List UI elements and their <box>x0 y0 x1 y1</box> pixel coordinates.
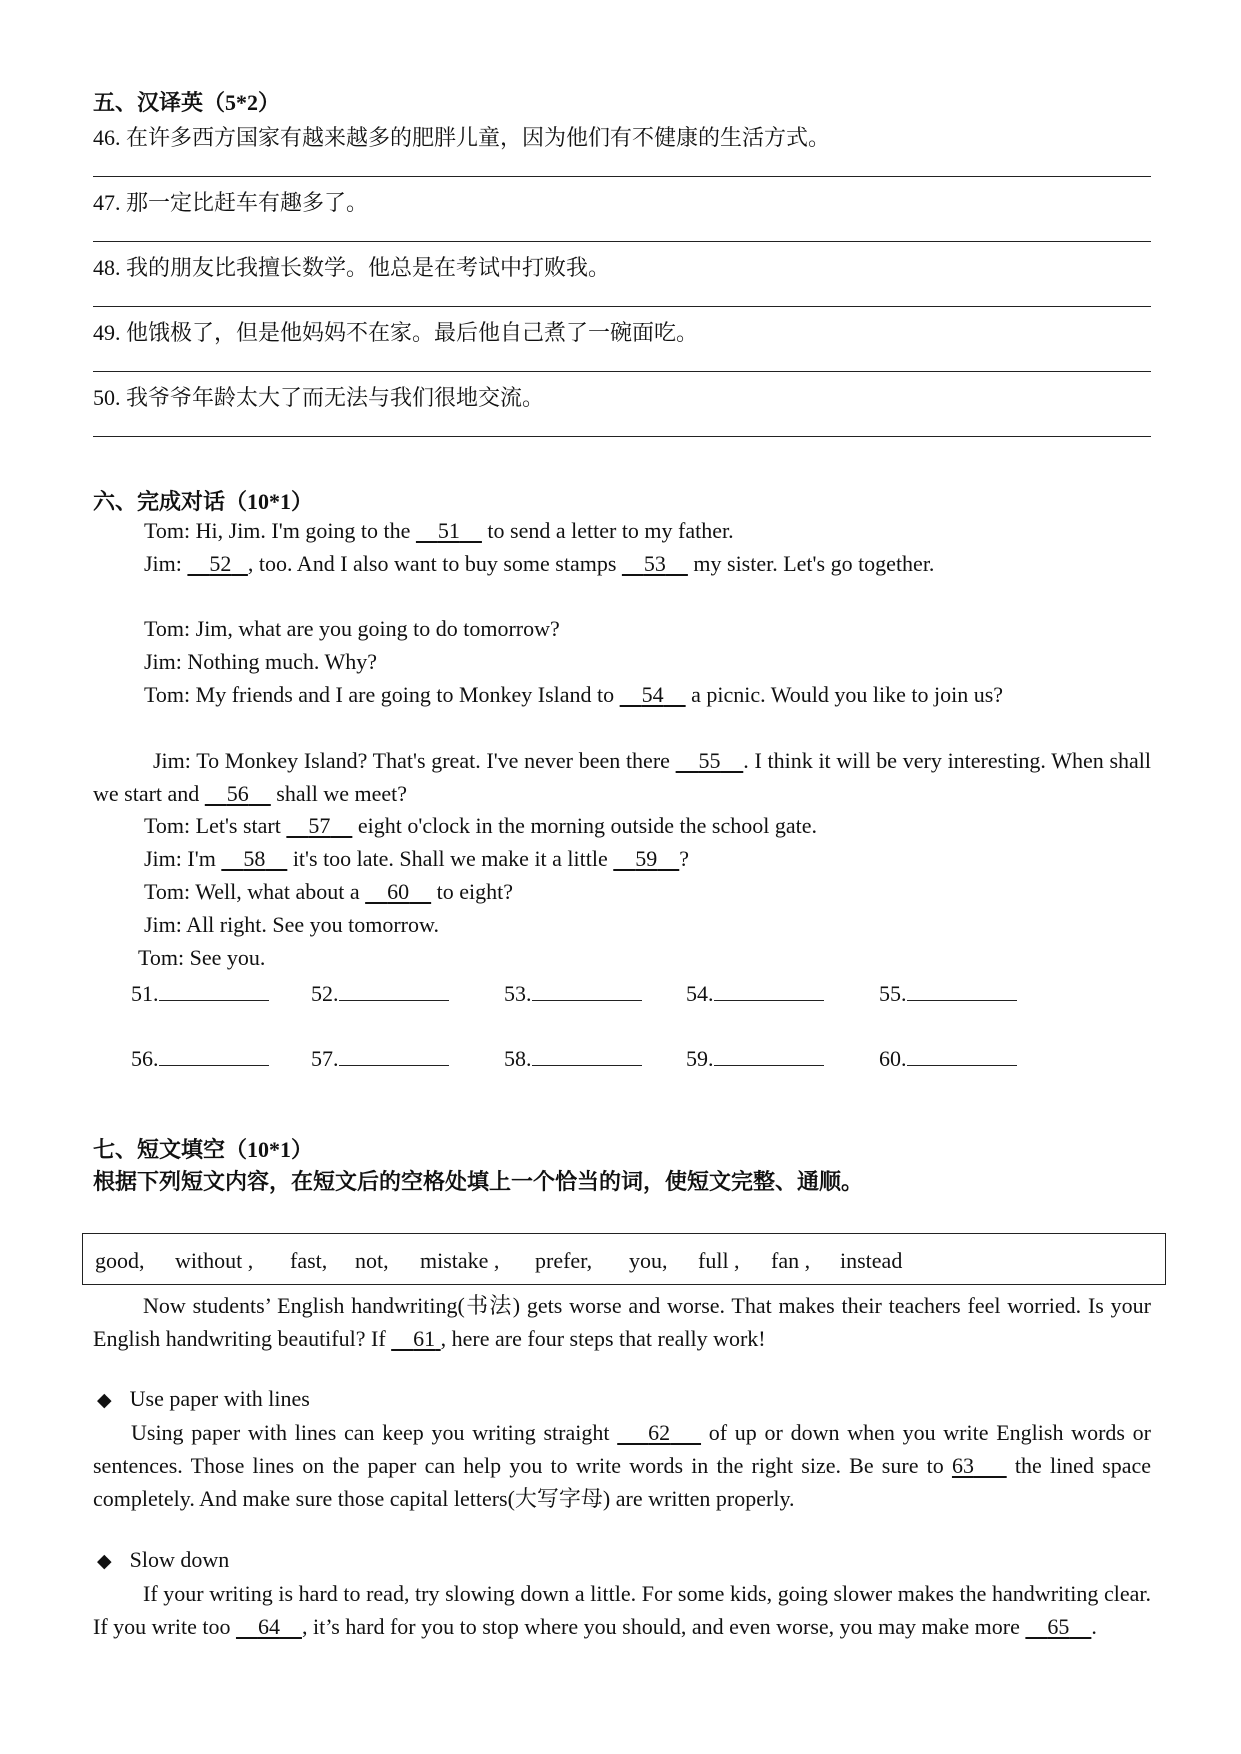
word-bank-item: fast, <box>290 1248 328 1273</box>
word-bank-item: not, <box>355 1248 389 1273</box>
answer-52[interactable]: 52. <box>311 978 449 1007</box>
diamond-bullet-icon: ◆ <box>97 1551 112 1572</box>
answer-line-50[interactable] <box>93 436 1151 437</box>
answer-55[interactable]: 55. <box>879 978 1017 1007</box>
dialogue-line-5: Tom: My friends and I are going to Monkey Island to 54 a picnic. Would you like to join us? <box>144 682 1004 707</box>
dialogue-line-6: Jim: To Monkey Island? That's great. I've never been there 55 . I think it will be very interesting. When shall we start and 56 shall we meet? <box>93 748 1152 806</box>
dialogue-line-8: Jim: I'm 58 it's too late. Shall we make it a little 59 ? <box>144 846 690 871</box>
section-5-heading: 五、汉译英（5*2） <box>93 90 281 115</box>
word-bank-item: fan , <box>771 1248 811 1273</box>
blank-62[interactable]: 62 <box>648 1420 671 1445</box>
dialogue-line-3: Tom: Jim, what are you going to do tomorrow? <box>144 616 560 641</box>
step-2-heading: ◆ Slow down <box>97 1547 230 1572</box>
section-7-heading: 七、短文填空（10*1） <box>93 1137 314 1162</box>
blank-60[interactable]: 60 <box>387 879 410 904</box>
passage-step-2: If your writing is hard to read, try slowing down a little. For some kids, going slower makes the handwriting clear. If you write too 64 , it’s hard for you to stop where you should, and even worse, you may make more 65 . <box>93 1581 1151 1639</box>
step-1-heading: ◆ Use paper with lines <box>97 1386 310 1411</box>
answer-60[interactable]: 60. <box>879 1043 1017 1072</box>
dialogue-line-9: Tom: Well, what about a 60 to eight? <box>144 879 514 904</box>
dialogue-line-2: Jim: 52 , too. And I also want to buy some stamps 53 my sister. Let's go together. <box>144 551 935 576</box>
blank-56[interactable]: 56 <box>226 781 249 806</box>
dialogue-line-1: Tom: Hi, Jim. I'm going to the 51 to send a letter to my father. <box>144 518 734 543</box>
dialogue-line-11: Tom: See you. <box>138 945 266 970</box>
passage-intro: Now students’ English handwriting(书法) gets worse and worse. That makes their teachers feel worried. Is your English handwriting beautiful? If 61 , here are four steps that really work! <box>93 1293 1151 1351</box>
answer-53[interactable]: 53. <box>504 978 642 1007</box>
dialogue-line-4: Jim: Nothing much. Why? <box>144 649 378 674</box>
answer-line-47[interactable] <box>93 241 1151 242</box>
question-48: 48. 我的朋友比我擅长数学。他总是在考试中打败我。 <box>93 255 611 280</box>
question-47: 47. 那一定比赶车有趣多了。 <box>93 190 369 215</box>
word-bank <box>82 1233 1166 1285</box>
answer-58[interactable]: 58. <box>504 1043 642 1072</box>
word-bank-item: prefer, <box>535 1248 593 1273</box>
question-46: 46. 在许多西方国家有越来越多的肥胖儿童，因为他们有不健康的生活方式。 <box>93 125 831 150</box>
word-bank-item: without , <box>175 1248 254 1273</box>
blank-58[interactable]: 58 <box>243 846 266 871</box>
dialogue-line-7: Tom: Let's start 57 eight o'clock in the morning outside the school gate. <box>144 813 818 838</box>
answer-line-46[interactable] <box>93 176 1151 177</box>
word-bank-item: good, <box>95 1248 145 1273</box>
dialogue-line-10: Jim: All right. See you tomorrow. <box>144 912 439 937</box>
section-6-heading: 六、完成对话（10*1） <box>93 489 314 514</box>
blank-55[interactable]: 55 <box>698 748 721 773</box>
word-bank-item: instead <box>840 1248 903 1273</box>
answer-line-49[interactable] <box>93 371 1151 372</box>
answer-59[interactable]: 59. <box>686 1043 824 1072</box>
section-7-instruction: 根据下列短文内容，在短文后的空格处填上一个恰当的词，使短文完整、通顺。 <box>93 1169 864 1194</box>
blank-64[interactable]: 64 <box>257 1614 280 1639</box>
answer-line-48[interactable] <box>93 306 1151 307</box>
word-bank-item: full , <box>698 1248 740 1273</box>
blank-51[interactable]: 51 <box>437 518 460 543</box>
answer-56[interactable]: 56. <box>131 1043 269 1072</box>
passage-step-1: Using paper with lines can keep you writing straight 62 of up or down when you write English words or sentences. Those lines on the paper can help you to write words in the right size. Be sure to 63 the lined space completely. And make sure those capital letters(大写字母) are written properly. <box>93 1420 1152 1511</box>
answer-57[interactable]: 57. <box>311 1043 449 1072</box>
answer-51[interactable]: 51. <box>131 978 269 1007</box>
question-50: 50. 我爷爷年龄太大了而无法与我们很地交流。 <box>93 385 545 410</box>
blank-61[interactable]: 61 <box>413 1326 436 1351</box>
question-49: 49. 他饿极了，但是他妈妈不在家。最后他自己煮了一碗面吃。 <box>93 320 699 345</box>
blank-54[interactable]: 54 <box>641 682 664 707</box>
blank-59[interactable]: 59 <box>635 846 658 871</box>
blank-57[interactable]: 57 <box>308 813 331 838</box>
blank-53[interactable]: 53 <box>643 551 666 576</box>
word-bank-item: mistake , <box>420 1248 500 1273</box>
blank-63[interactable]: 63 <box>951 1453 974 1478</box>
answer-54[interactable]: 54. <box>686 978 824 1007</box>
diamond-bullet-icon: ◆ <box>97 1390 112 1411</box>
word-bank-item: you, <box>629 1248 668 1273</box>
blank-65[interactable]: 65 <box>1047 1614 1070 1639</box>
blank-52[interactable]: 52 <box>209 551 232 576</box>
